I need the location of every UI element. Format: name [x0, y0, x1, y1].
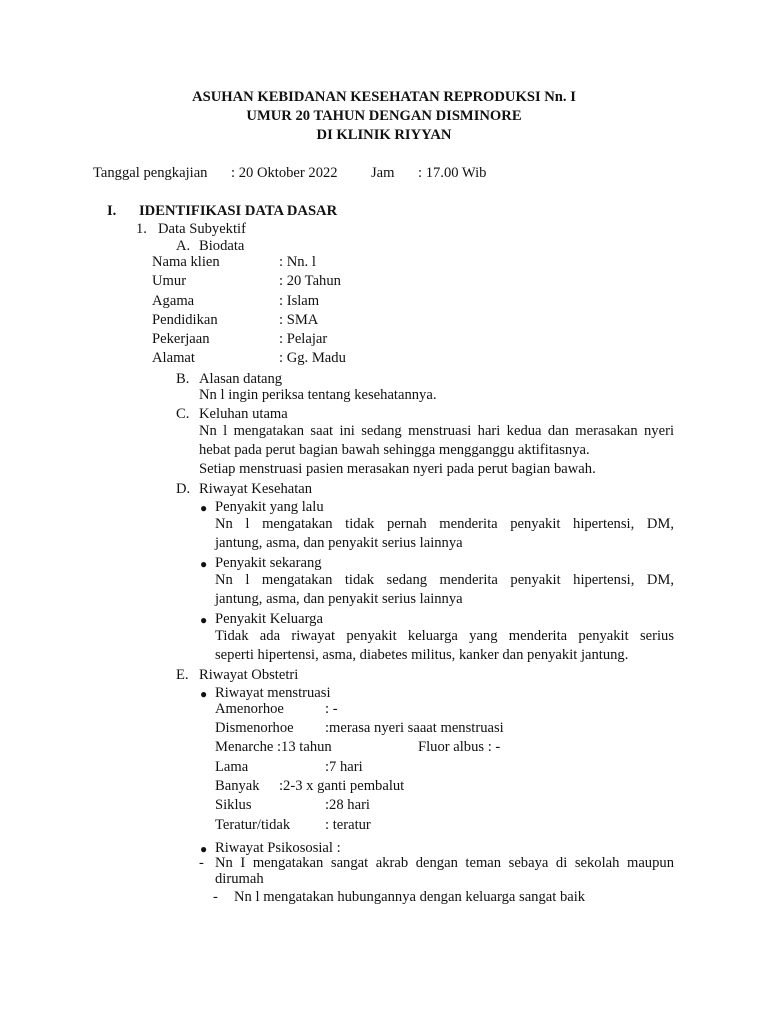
bullet-icon: ●: [200, 687, 208, 701]
subsection-number: 1.: [136, 221, 147, 237]
bullet-icon: ●: [200, 501, 208, 515]
riwayat-kesehatan-letter: D.: [176, 481, 191, 497]
biodata-heading: Biodata: [199, 238, 245, 254]
psikososial-text: dirumah: [215, 871, 264, 887]
lama-label: Lama: [215, 759, 249, 775]
teratur-value: : teratur: [325, 817, 371, 833]
siklus-label: Siklus: [215, 797, 252, 813]
section-heading: IDENTIFIKASI DATA DASAR: [139, 203, 338, 219]
obstetri-letter: E.: [176, 667, 189, 683]
penyakit-lalu-title: Penyakit yang lalu: [215, 499, 324, 515]
keluhan-heading: Keluhan utama: [199, 406, 288, 422]
penyakit-keluarga-text: Tidak ada riwayat penyakit keluarga yang menderita penyakit serius: [215, 628, 674, 644]
alasan-text: Nn l ingin periksa tentang kesehatannya.: [199, 387, 437, 403]
fluor-albus-text: Fluor albus : -: [418, 739, 501, 755]
date-label: Tanggal pengkajian: [93, 165, 208, 181]
biodata-letter: A.: [176, 238, 191, 254]
bullet-icon: ●: [200, 557, 208, 571]
penyakit-keluarga-title: Penyakit Keluarga: [215, 611, 323, 627]
riwayat-psikososial-title: Riwayat Psikososial :: [215, 840, 341, 856]
biodata-value: : SMA: [279, 312, 319, 328]
penyakit-sekarang-text: jantung, asma, dan penyakit serius lainnya: [215, 591, 463, 607]
dismenorhoe-label: Dismenorhoe: [215, 720, 294, 736]
biodata-value: : Pelajar: [279, 331, 328, 347]
menarche-text: Menarche :13 tahun: [215, 739, 332, 755]
biodata-value: : 20 Tahun: [279, 273, 341, 289]
banyak-value: :2-3 x ganti pembalut: [279, 778, 405, 794]
psikososial-text: Nn I mengatakan sangat akrab dengan teman sebaya di sekolah maupun: [215, 855, 674, 871]
dash-marker: -: [199, 855, 204, 871]
subsection-label: Data Subyektif: [158, 221, 246, 237]
bullet-icon: ●: [200, 842, 208, 856]
keluhan-text: Setiap menstruasi pasien merasakan nyeri pada perut bagian bawah.: [199, 461, 596, 477]
lama-value: :7 hari: [325, 759, 363, 775]
teratur-label: Teratur/tidak: [215, 817, 291, 833]
title-line-1: ASUHAN KEBIDANAN KESEHATAN REPRODUKSI Nn. I: [192, 89, 576, 105]
penyakit-keluarga-text: seperti hipertensi, asma, diabetes militus, kanker dan penyakit jantung.: [215, 647, 629, 663]
dismenorhoe-value: :merasa nyeri saaat menstruasi: [325, 720, 504, 736]
psikososial-text: Nn l mengatakan hubungannya dengan keluarga sangat baik: [234, 889, 586, 905]
keluhan-letter: C.: [176, 406, 190, 422]
biodata-value: : Nn. l: [279, 254, 316, 270]
title-line-3: DI KLINIK RIYYAN: [316, 127, 452, 143]
section-number: I.: [107, 203, 117, 219]
riwayat-menstruasi-title: Riwayat menstruasi: [215, 685, 331, 701]
alasan-letter: B.: [176, 371, 190, 387]
riwayat-kesehatan-heading: Riwayat Kesehatan: [199, 481, 313, 497]
biodata-label: Nama klien: [152, 254, 220, 270]
amenorhoe-label: Amenorhoe: [215, 701, 284, 717]
biodata-value: : Islam: [279, 293, 320, 309]
penyakit-lalu-text: Nn l mengatakan tidak pernah menderita penyakit hipertensi, DM,: [215, 516, 674, 532]
siklus-value: :28 hari: [325, 797, 370, 813]
keluhan-text: Nn l mengatakan saat ini sedang menstruasi hari kedua dan merasakan nyeri: [199, 423, 674, 439]
alasan-heading: Alasan datang: [199, 371, 283, 387]
penyakit-sekarang-text: Nn l mengatakan tidak sedang menderita penyakit hipertensi, DM,: [215, 572, 674, 588]
biodata-label: Pendidikan: [152, 312, 218, 328]
biodata-label: Alamat: [152, 350, 195, 366]
biodata-label: Umur: [152, 273, 187, 289]
obstetri-heading: Riwayat Obstetri: [199, 667, 299, 683]
banyak-label: Banyak: [215, 778, 260, 794]
biodata-label: Pekerjaan: [152, 331, 210, 347]
time-value: : 17.00 Wib: [418, 165, 487, 181]
amenorhoe-value: : -: [325, 701, 338, 717]
dash-marker: -: [213, 889, 218, 905]
title-line-2: UMUR 20 TAHUN DENGAN DISMINORE: [246, 108, 522, 124]
biodata-value: : Gg. Madu: [279, 350, 346, 366]
keluhan-text: hebat pada perut bagian bawah sehingga mengganggu aktifitasnya.: [199, 442, 590, 458]
bullet-icon: ●: [200, 613, 208, 627]
date-value: : 20 Oktober 2022: [231, 165, 338, 181]
penyakit-lalu-text: jantung, asma, dan penyakit serius lainnya: [215, 535, 463, 551]
time-label: Jam: [371, 165, 395, 181]
penyakit-sekarang-title: Penyakit sekarang: [215, 555, 322, 571]
biodata-label: Agama: [152, 293, 195, 309]
